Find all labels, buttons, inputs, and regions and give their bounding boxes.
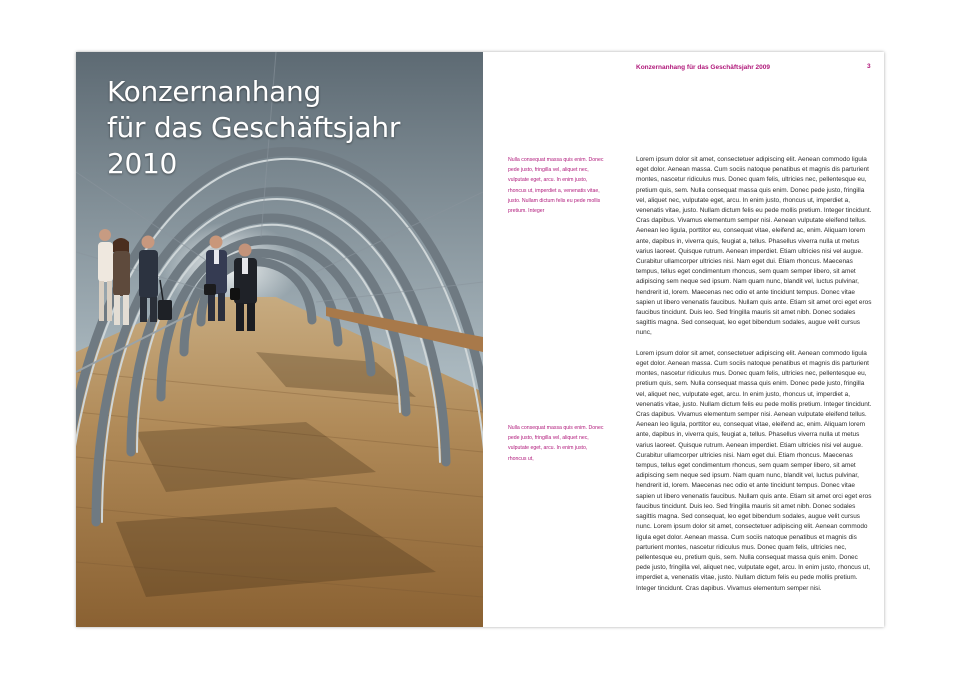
body-paragraph-2: Lorem ipsum dolor sit amet, consectetuer adipiscing elit. Aenean commodo ligula eget dolor. Aenean massa. Cum sociis natoque penatibus et magnis dis parturient montes, nascetur ridiculus mus. Donec quam felis, ultricies nec, pellentesque eu, pretium quis, sem. Nulla consequat massa quis enim. Donec pede justo, fringilla vel, aliquet nec, vulputate eget, arcu. In enim justo, rhoncus ut, imperdiet a, venenatis vitae, justo. Nullam dictum felis eu pede mollis pretium. Integer tincidunt. Cras dapibus. Vivamus elementum semper nisi. Aenean vulputate eleifend tellus. Aenean leo ligula, porttitor eu, consequat vitae, eleifend ac, enim. Aliquam lorem ante, dapibus in, viverra quis, feugiat a, tellus. Phasellus viverra nulla ut metus varius laoreet. Quisque rutrum. Aenean imperdiet. Etiam ultricies nisi vel augue. Curabitur ullamcorper ultricies nisi. Nam eget dui. Etiam rhoncus. Maecenas tempus, tellus eget condimentum rhoncus, sem quam semper libero, sit amet adipiscing sem neque sed ipsum. Nam quam nunc, blandit vel, luctus pulvinar, hendrerit id, lorem. Maecenas nec odio et ante tincidunt tempus. Donec vitae sapien ut libero venenatis faucibus. Nullam quis ante. Etiam sit amet orci eget eros faucibus tincidunt. Duis leo. Sed fringilla mauris sit amet nibh. Donec sodales sagittis magna. Sed consequat, leo eget bibendum sodales, augue velit cursus nunc. Lorem ipsum dolor sit amet, consectetuer adipiscing elit. Aenean commodo ligula eget dolor. Aenean massa. Cum sociis natoque penatibus et magnis dis parturient montes, nascetur ridiculus mus. Donec quam felis, ultricies nec, pellentesque eu, pretium quis, sem. Nulla consequat massa quis enim. Donec pede justo, fringilla vel, aliquet nec, vulputate eget, arcu. In enim justo, rhoncus ut, imperdiet a, venenatis vitae, justo. Nullam dictum felis eu pede mollis pretium. Integer tincidunt. Cras dapibus. Vivamus elementum semper nisi. [636, 349, 872, 592]
brochure-spread [76, 52, 884, 627]
page-number: 3 [867, 63, 871, 70]
cover-title-line-1: Konzernanhang [107, 75, 321, 108]
cover-photo-page [76, 52, 483, 627]
cover-title-line-2: für das Geschäftsjahr [107, 111, 401, 144]
cover-title [107, 74, 400, 182]
margin-note-1: Nulla consequat massa quis enim. Donec pede justo, fringilla vel, aliquet nec, vulputate eget, arcu. In enim justo, rhoncus ut, imperdiet a, venenatis vitae, justo. Nullam dictum felis eu pede mollis pretium. Integer [508, 157, 604, 215]
margin-note-2: Nulla consequat massa quis enim. Donec pede justo, fringilla vel, aliquet nec, vulputate eget, arcu. In enim justo, rhoncus ut, [508, 425, 604, 462]
text-page [483, 52, 884, 627]
body-paragraph-1: Lorem ipsum dolor sit amet, consectetuer adipiscing elit. Aenean commodo ligula eget dolor. Aenean massa. Cum sociis natoque penatibus et magnis dis parturient montes, nascetur ridiculus mus. Donec quam felis, ultricies nec, pellentesque eu, pretium quis, sem. Nulla consequat massa quis enim. Donec pede justo, fringilla vel, aliquet nec, vulputate eget, arcu. In enim justo, rhoncus ut, imperdiet a, venenatis vitae, justo. Nullam dictum felis eu pede mollis pretium. Integer tincidunt. Cras dapibus. Vivamus elementum semper nisi. Aenean vulputate eleifend tellus. Aenean leo ligula, porttitor eu, consequat vitae, eleifend ac, enim. Aliquam lorem ante, dapibus in, viverra quis, feugiat a, tellus. Phasellus viverra nulla ut metus varius laoreet. Quisque rutrum. Aenean imperdiet. Etiam ultricies nisi vel augue. Curabitur ullamcorper ultricies nisi. Nam eget dui. Etiam rhoncus. Maecenas tempus, tellus eget condimentum rhoncus, sem quam semper libero, sit amet adipiscing sem neque sed ipsum. Nam quam nunc, blandit vel, luctus pulvinar, hendrerit id, lorem. Maecenas nec odio et ante tincidunt tempus. Donec vitae sapien ut libero venenatis faucibus. Nullam quis ante. Etiam sit amet orci eget eros faucibus tincidunt. Duis leo. Sed fringilla mauris sit amet nibh. Donec sodales sagittis magna. Sed consequat, leo eget bibendum sodales, augue velit cursus nunc, [636, 156, 872, 337]
running-head: Konzernanhang für das Geschäftsjahr 2009 [636, 64, 771, 71]
cover-title-line-3: 2010 [107, 147, 178, 180]
body-text-column [636, 155, 872, 604]
